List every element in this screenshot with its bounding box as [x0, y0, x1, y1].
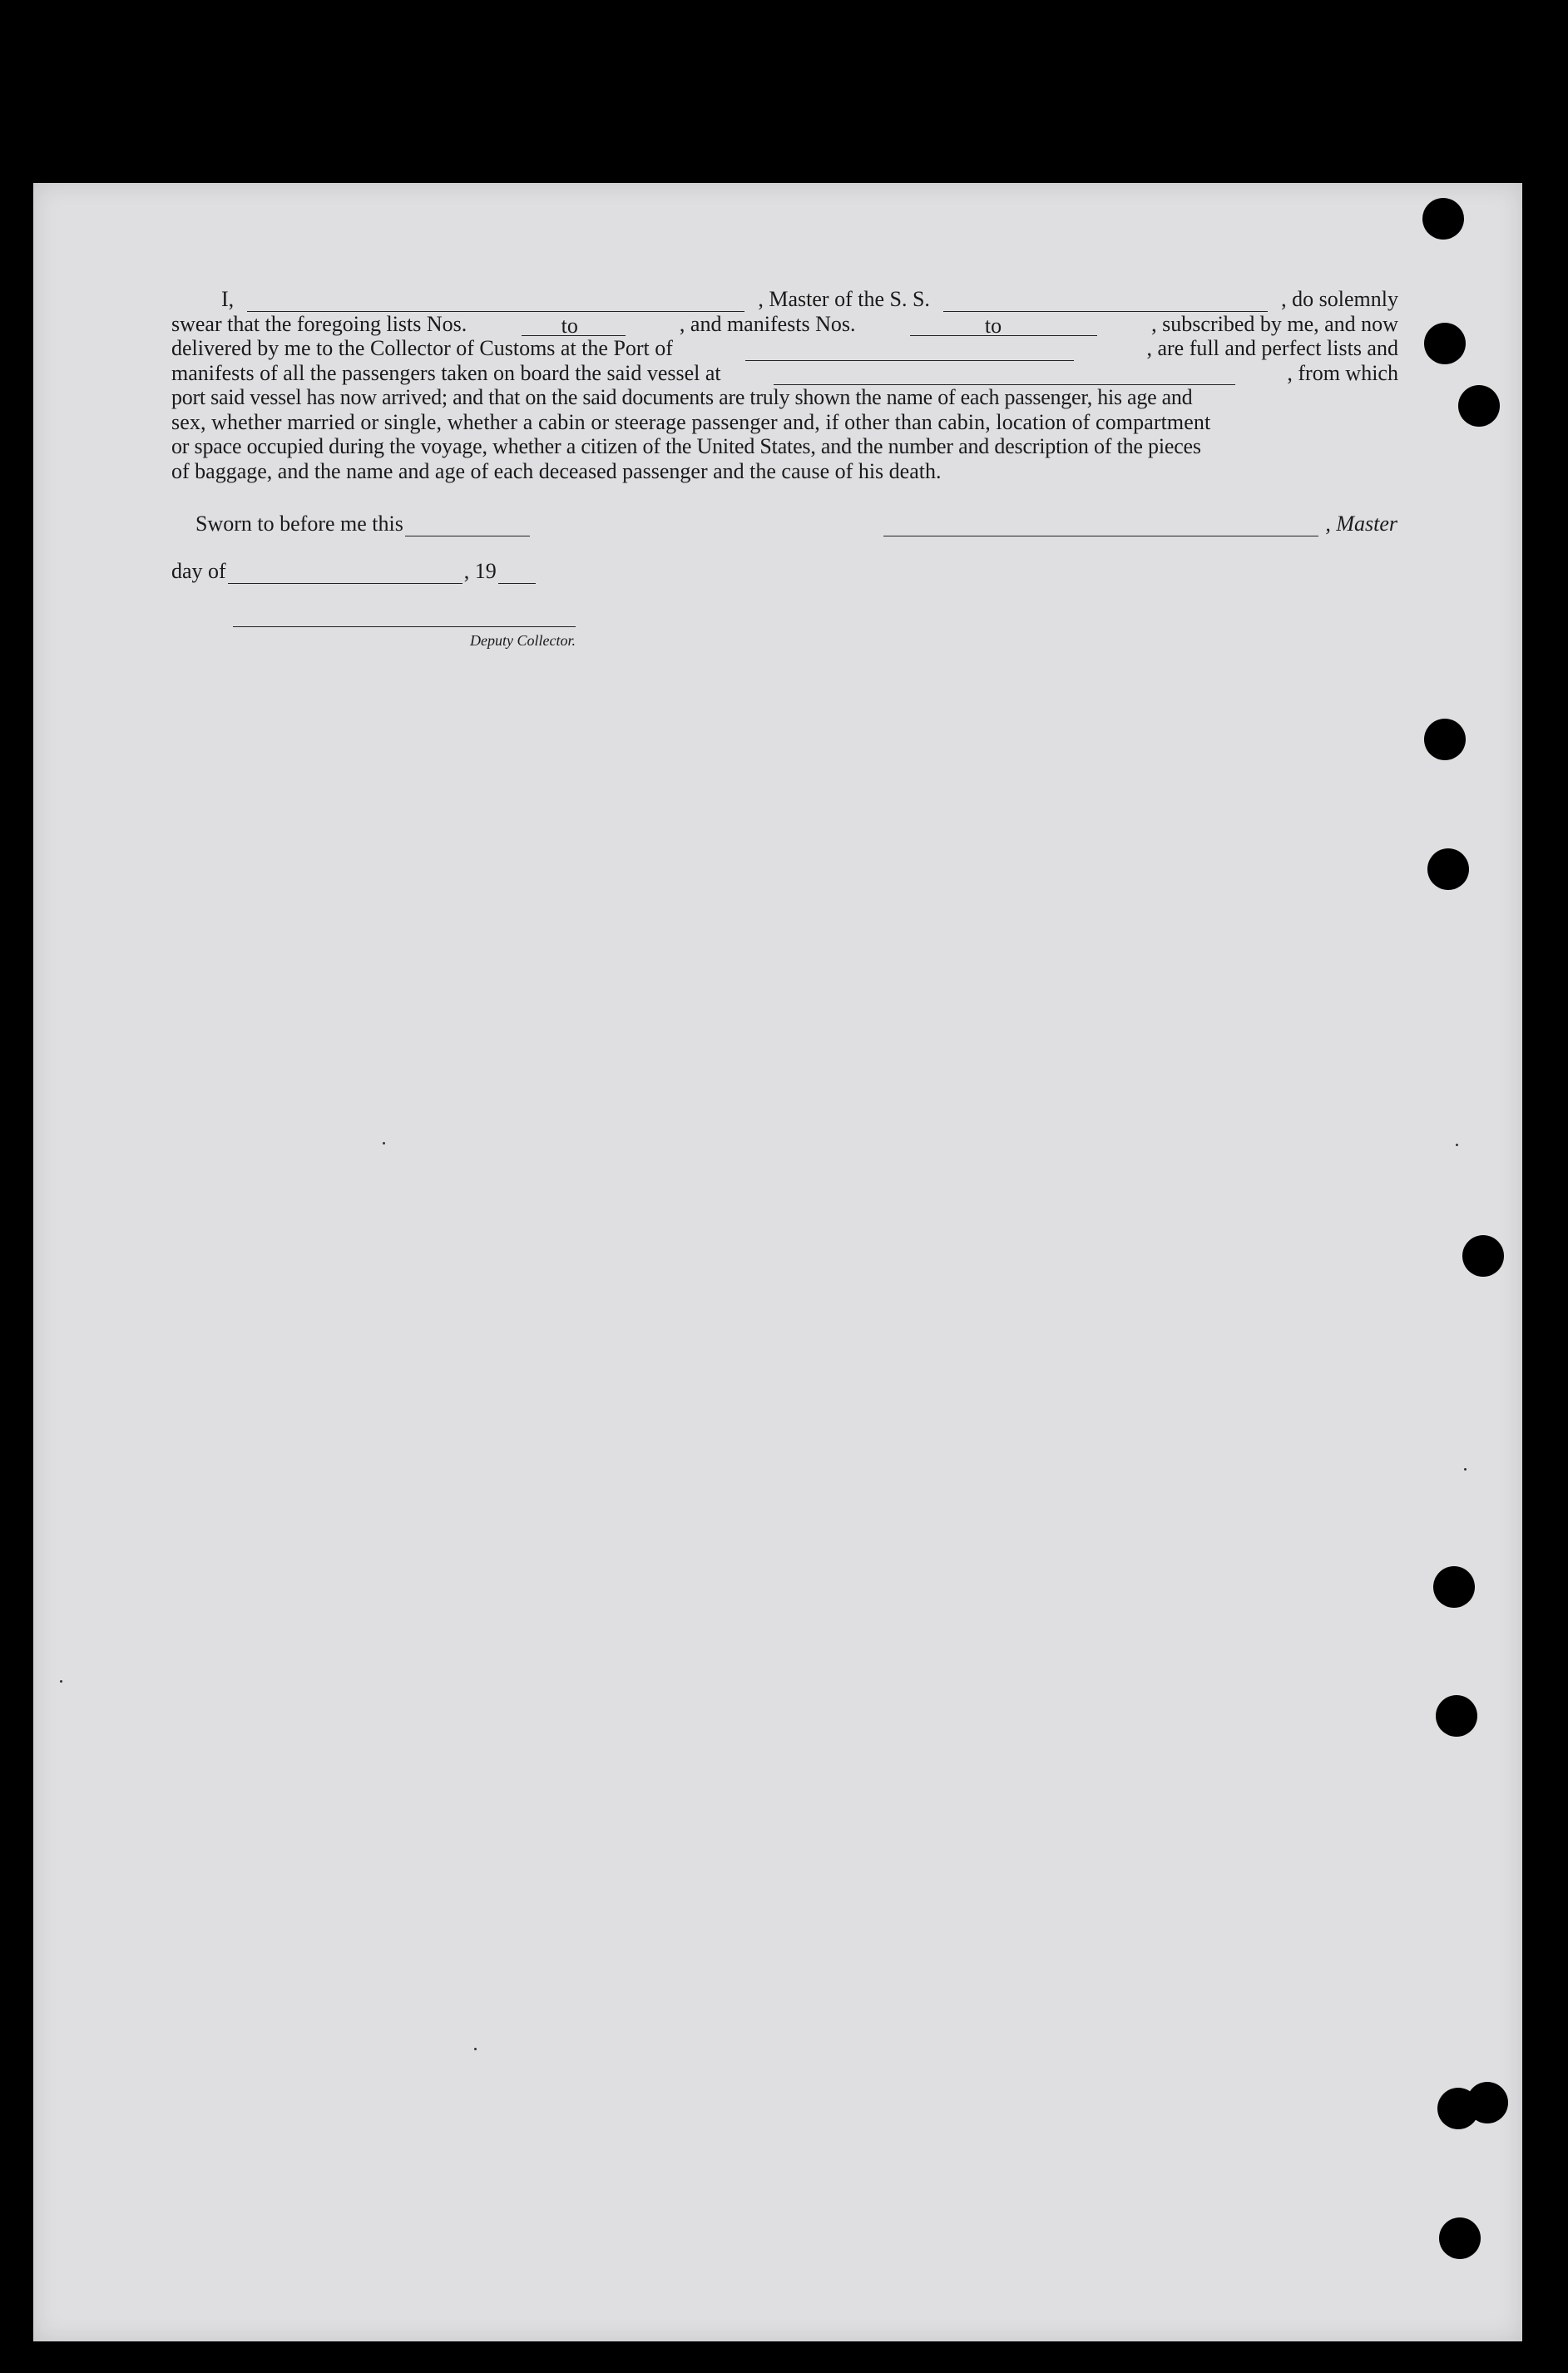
day-of-text: day of [171, 559, 226, 583]
punch-hole [1436, 1695, 1477, 1737]
oath-line-4 [171, 361, 1398, 386]
sworn-text: Sworn to before me this [195, 512, 403, 536]
manifests-range-blank [910, 313, 1097, 338]
manifests-text: , and manifests Nos. [679, 311, 856, 336]
lists-text: swear that the foregoing lists Nos. [171, 311, 467, 336]
oath-line-5: port said vessel has now arrived; and that on the said documents are truly shown the name of each passenger, his age and [171, 385, 1193, 409]
oath-i: I, [221, 287, 235, 311]
punch-hole [1424, 323, 1466, 364]
master-signature-blank [883, 519, 1318, 536]
lists-range-blank [522, 313, 626, 338]
paper-speck [383, 1142, 385, 1144]
deputy-collector-block [233, 611, 576, 650]
to-text: to [561, 313, 578, 338]
oath-line-2 [171, 312, 1398, 337]
punch-hole [1462, 1235, 1504, 1277]
ship-name-blank [943, 294, 1268, 312]
paper-speck [1464, 1468, 1467, 1471]
punch-hole [1427, 848, 1469, 890]
paper-speck [1456, 1144, 1458, 1146]
oath-line-8: of baggage, and the name and age of each deceased passenger and the cause of his death. [171, 458, 942, 483]
master-of-text: , Master of the S. S. [758, 287, 930, 311]
vessel-at-blank [774, 368, 1235, 385]
subscribed-text: , subscribed by me, and now [1151, 311, 1398, 336]
sworn-line [195, 512, 532, 536]
day-blank [228, 566, 462, 584]
oath-line-1 [171, 287, 1398, 312]
taken-on-board-text: manifests of all the passengers taken on board the said vessel at [171, 360, 721, 385]
punch-hole [1458, 385, 1500, 427]
punch-hole [1439, 2217, 1481, 2259]
deputy-collector-label: Deputy Collector. [470, 632, 576, 649]
paper-speck [60, 1680, 62, 1683]
manifest-page [33, 183, 1522, 2341]
oath-line-6: sex, whether married or single, whether a cabin or steerage passenger and, if other than cabin, location of compartment [171, 409, 1211, 434]
year-blank [498, 566, 536, 584]
master-signature-line [882, 512, 1397, 536]
oath-line-7: or space occupied during the voyage, whether a citizen of the United States, and the number and description of the pieces [171, 434, 1201, 458]
oath-line-3 [171, 336, 1398, 361]
paper-speck [474, 2048, 477, 2050]
delivered-text: delivered by me to the Collector of Customs at the Port of [171, 336, 673, 360]
punch-hole [1467, 2082, 1508, 2123]
solemnly-text: , do solemnly [1281, 287, 1398, 311]
deputy-signature-blank [233, 611, 576, 627]
punch-hole [1422, 198, 1464, 240]
year-text: , 19 [463, 559, 497, 583]
perfect-lists-text: , are full and perfect lists and [1146, 336, 1398, 360]
punch-hole [1424, 719, 1466, 760]
to-text: to [984, 313, 1002, 338]
punch-hole [1433, 1566, 1475, 1608]
day-line [171, 559, 537, 584]
port-blank [745, 344, 1074, 361]
oath-paragraph [171, 287, 1398, 483]
master-label: , Master [1325, 512, 1397, 536]
sworn-date-blank [405, 519, 530, 536]
master-name-blank [247, 294, 744, 312]
from-which-text: , from which [1287, 360, 1398, 385]
